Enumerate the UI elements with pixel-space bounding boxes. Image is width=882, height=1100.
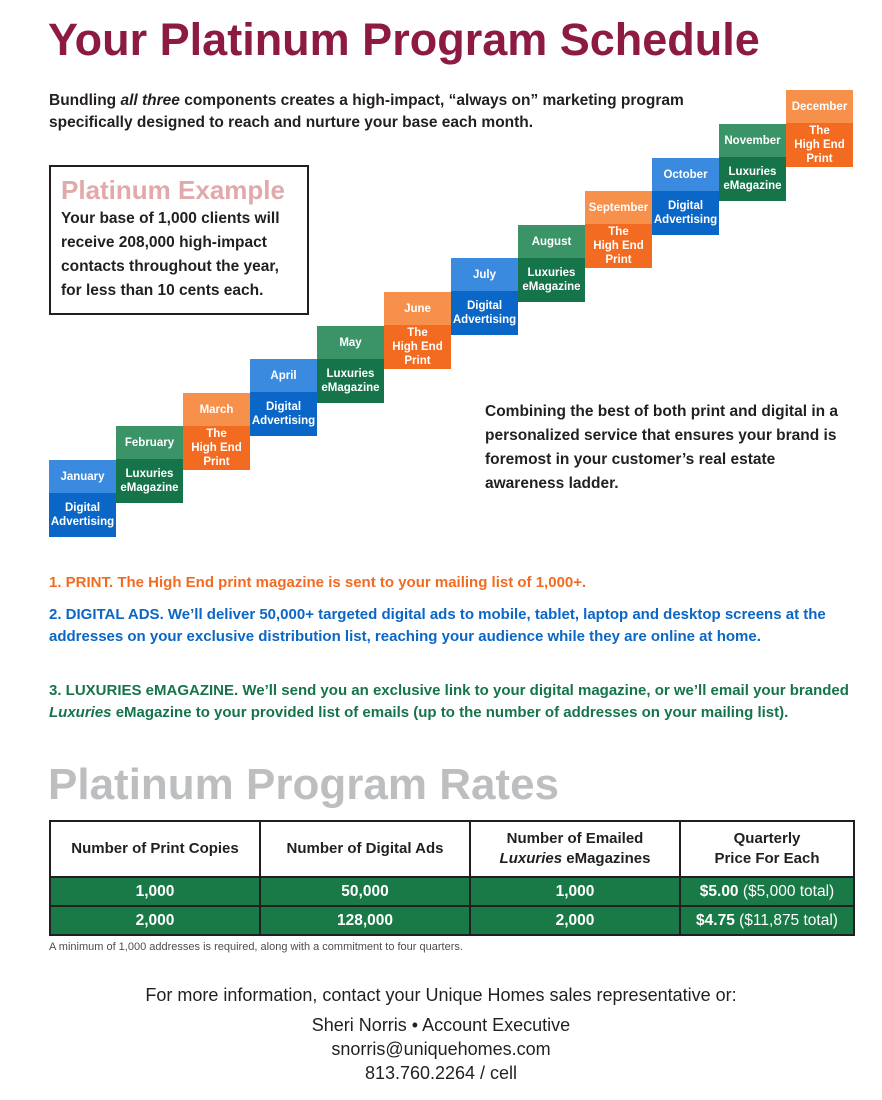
schedule-step-august: [518, 225, 585, 302]
point-luxuries-emagazine: 3. LUXURIES eMAGAZINE. We’ll send you an exclusive link to your digital magazine, or we’ll email your branded Luxuries eMagazine to your provided list of emails (up to the number of addresses on your mailing list).: [49, 682, 849, 721]
schedule-month-label: March: [183, 393, 250, 426]
table-row: [50, 877, 854, 906]
cell-print-copies: 2,000: [50, 906, 260, 935]
contact-lead: For more information, contact your Unique Homes sales representative or:: [145, 985, 737, 1005]
schedule-month-label: December: [786, 90, 853, 123]
schedule-component-label: Luxuries eMagazine: [116, 459, 183, 503]
schedule-component-label: The High End Print: [786, 123, 853, 167]
schedule-month-label: May: [317, 326, 384, 359]
schedule-component-label: The High End Print: [585, 224, 652, 268]
schedule-component-label: Digital Advertising: [49, 493, 116, 537]
schedule-step-july: [451, 258, 518, 335]
example-heading: Platinum Example: [61, 175, 285, 205]
schedule-month-label: January: [49, 460, 116, 493]
header-print-copies: Number of Print Copies: [50, 821, 260, 877]
schedule-step-june: [384, 292, 451, 369]
schedule-month-label: April: [250, 359, 317, 392]
contact-email[interactable]: snorris@uniquehomes.com: [331, 1039, 551, 1059]
schedule-step-may: [317, 326, 384, 403]
header-quarterly-price: Quarterly Price For Each: [680, 821, 854, 877]
platinum-example-box: [49, 165, 309, 315]
schedule-step-september: [585, 191, 652, 268]
schedule-step-october: [652, 158, 719, 235]
schedule-month-label: June: [384, 292, 451, 325]
header-digital-ads: Number of Digital Ads: [260, 821, 470, 877]
schedule-component-label: The High End Print: [384, 325, 451, 369]
schedule-step-february: [116, 426, 183, 503]
cell-emailed: 1,000: [470, 877, 680, 906]
schedule-component-label: Digital Advertising: [250, 392, 317, 436]
schedule-component-label: Luxuries eMagazine: [719, 157, 786, 201]
cell-price: $5.00 ($5,000 total): [680, 877, 854, 906]
rates-header-row: [50, 821, 854, 877]
schedule-month-label: November: [719, 124, 786, 157]
page-title: Your Platinum Program Schedule: [48, 14, 760, 65]
point-digital-ads: 2. DIGITAL ADS. We’ll deliver 50,000+ targeted digital ads to mobile, tablet, laptop and desktop screens at the addresses on your exclusive distribution list, reaching your audience while they are online at home.: [49, 606, 826, 645]
example-text: Your base of 1,000 clients will receive 208,000 high-impact contacts throughout the year, for less than 10 cents each.: [61, 210, 280, 299]
header-emailed-emagazines: Number of Emailed Luxuries eMagazines: [470, 821, 680, 877]
cell-digital-ads: 128,000: [260, 906, 470, 935]
schedule-month-label: October: [652, 158, 719, 191]
schedule-component-label: The High End Print: [183, 426, 250, 470]
schedule-month-label: September: [585, 191, 652, 224]
point-print: 1. PRINT. The High End print magazine is sent to your mailing list of 1,000+.: [49, 574, 587, 591]
cell-emailed: 2,000: [470, 906, 680, 935]
schedule-step-january: [49, 460, 116, 537]
schedule-step-november: [719, 124, 786, 201]
schedule-month-label: February: [116, 426, 183, 459]
schedule-component-label: Luxuries eMagazine: [317, 359, 384, 403]
table-row: [50, 906, 854, 935]
schedule-step-december: [786, 90, 853, 167]
contact-phone: 813.760.2264 / cell: [364, 1063, 518, 1083]
schedule-component-label: Digital Advertising: [451, 291, 518, 335]
rates-footnote: A minimum of 1,000 addresses is required, along with a commitment to four quarters.: [49, 941, 463, 953]
contact-name: Sheri Norris • Account Executive: [311, 1015, 571, 1035]
schedule-step-april: [250, 359, 317, 436]
cell-digital-ads: 50,000: [260, 877, 470, 906]
rates-table: [49, 820, 855, 936]
combining-text: Combining the best of both print and digital in a personalized service that ensures your brand is foremost in your customer’s real estate awareness ladder.: [485, 403, 839, 492]
schedule-component-label: Luxuries eMagazine: [518, 258, 585, 302]
schedule-month-label: August: [518, 225, 585, 258]
schedule-component-label: Digital Advertising: [652, 191, 719, 235]
rates-title: Platinum Program Rates: [48, 760, 560, 809]
intro-text: Bundling all three components creates a high-impact, “always on” marketing program specifically designed to reach and nurture your base each month.: [49, 92, 684, 131]
schedule-step-march: [183, 393, 250, 470]
schedule-month-label: July: [451, 258, 518, 291]
cell-print-copies: 1,000: [50, 877, 260, 906]
cell-price: $4.75 ($11,875 total): [680, 906, 854, 935]
